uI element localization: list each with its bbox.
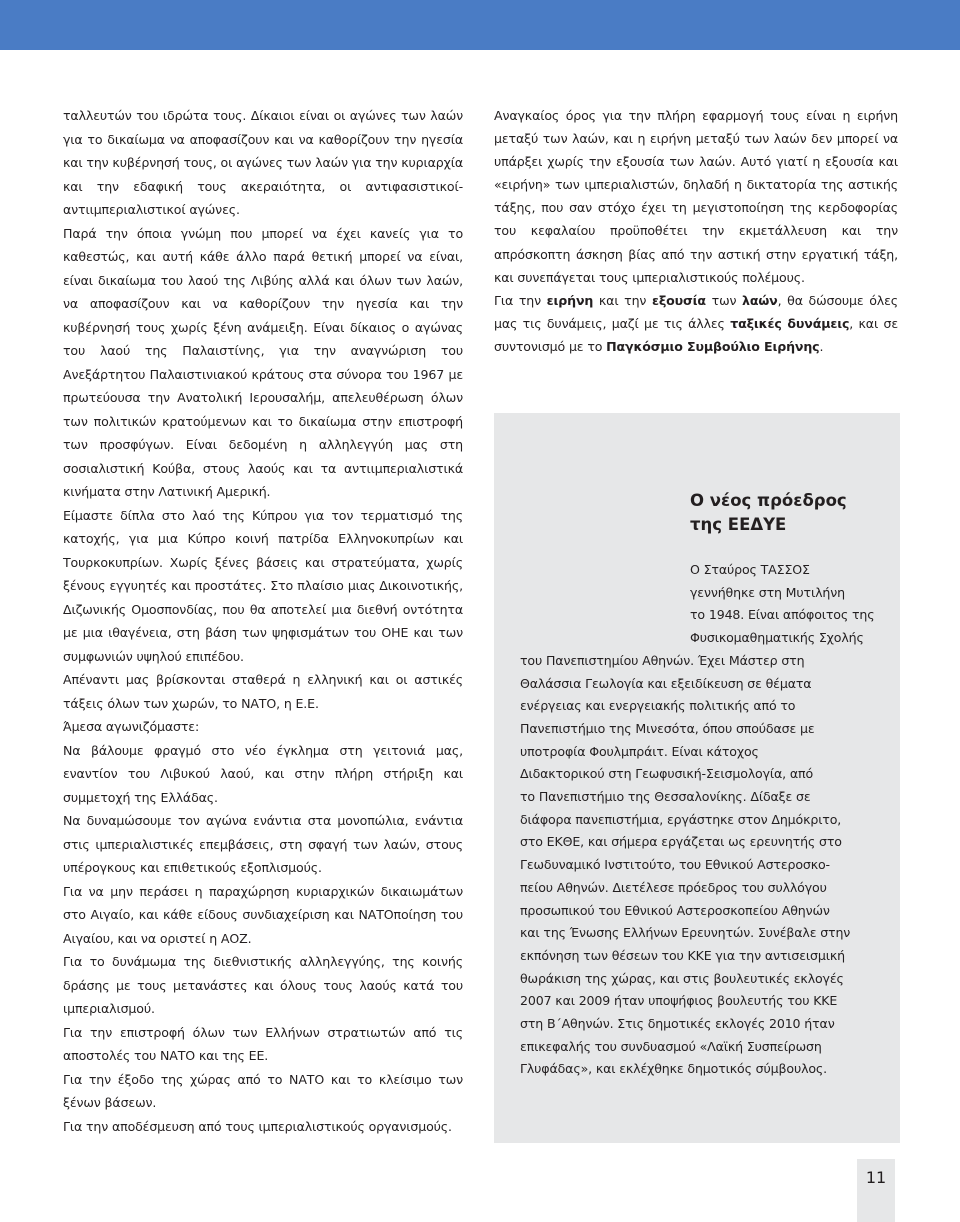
paragraph: Είμαστε δίπλα στο λαό της Κύπρου για τον τερματισμό της κατοχής, για μια Κύπρο κοινή πατρίδα Ελληνοκυπρίων και Τουρκοκυπρίων. Χωρίς ξένες βάσεις και στρατεύματα, χωρίς ξένους εγγυητές και προστάτες. Στο πλαίσιο μιας Δικοινοτικής, Διζωνικής Ομοσπονδίας, που θα αποτελεί μια διεθνή οντότητα με μια ιθαγένεια, στη βάση των ψηφισμάτων του ΟΗΕ και των συμφωνιών υψηλού επιπέδου. [63,507,463,664]
text-run: των [705,292,743,308]
paragraph: Να βάλουμε φραγμό στο νέο έγκλημα στη γειτονιά μας, εναντίον του Λιβυκού λαού, και στην πλήρη στήριξη και συμμετοχή της Ελλάδας. [63,742,463,805]
bold-run: εξουσία [652,292,706,308]
bio-line: Ο Σταύρος ΤΑΣΣΟΣ [690,562,810,577]
paragraph: Για την αποδέσμευση από τους ιμπεριαλιστικούς οργανισμούς. [63,1118,452,1134]
bold-run: λαών [742,292,778,308]
paragraph: Για να μην περάσει η παραχώρηση κυριαρχικών δικαιωμάτων στο Αιγαίο, και κάθε είδους συνδιαχείριση και ΝΑΤΟποίηση του Αιγαίου, και να οριστεί η ΑΟΖ. [63,883,463,946]
paragraph: Αναγκαίος όρος για την πλήρη εφαρμογή τους είναι η ειρήνη μεταξύ των λαών, και η ειρήνη μεταξύ των λαών δεν μπορεί να υπάρξει χωρίς την εξουσία των λαών. Αυτό γιατί η εξουσία και «ειρήνη» των ιμπεριαλιστών, δηλαδή η δικτατορία της αστικής τάξης, που σαν στόχο έχει τη μεγιστοποίηση της κερδοφορίας του κεφαλαίου προϋποθέτει την εκμετάλλευση και την απρόσκοπτη άσκηση βίας από την αστική στην εργατική τάξη, και συνεπάγεται τους ιμπεριαλιστικούς πολέμους. [494,108,898,285]
paragraph: Άμεσα αγωνιζόμαστε: [63,719,200,734]
text-run: , και σε συντονισμό με το [494,315,898,354]
top-color-bar [0,0,960,50]
box-body [520,559,880,1081]
bio-line: γεννήθηκε στη Μυτιλήνη [690,584,845,600]
paragraph: Για την έξοδο της χώρας από το ΝΑΤΟ και το κλείσιμο των ξένων βάσεων. [63,1071,463,1110]
bio-line: το 1948. Είναι απόφοιτος της [690,607,875,623]
text-run: και την [593,292,652,308]
page-number: 11 [857,1159,895,1222]
text-run: , θα δώσουμε όλες μας τις δυνάμεις, μαζί με τις άλλες [494,292,898,331]
bio-line: Γεωδυναμικό Ινστιτούτο, του Εθνικού Αστεροσκο- [520,857,830,873]
bio-line: εκπόνηση των θέσεων του ΚΚΕ για την αντισεισμική [520,947,845,963]
right-column [494,104,898,358]
paragraph: Για την επιστροφή όλων των Ελλήνων στρατιωτών από τις αποστολές του ΝΑΤΟ και της ΕΕ. [63,1024,463,1063]
president-bio-box [494,413,900,1143]
box-title-line: της ΕΕΔΥΕ [690,515,787,534]
paragraph: Απέναντι μας βρίσκονται σταθερά η ελληνική και οι αστικές τάξεις όλων των χωρών, το ΝΑΤΟ, η Ε.Ε. [63,672,463,711]
closing-paragraph [494,289,898,358]
bio-line: 2007 και 2009 ήταν υποψήφιος βουλευτής του ΚΚΕ [520,993,838,1009]
box-title-line: Ο νέος πρόεδρος [690,491,847,510]
bio-line: και της Ένωσης Ελλήνων Ερευνητών. Συνέβαλε στην [520,925,851,941]
bio-line: προσωπικού του Εθνικού Αστεροσκοπείου Αθηνών [520,902,830,918]
bio-line: διάφορα πανεπιστήμια, εργάστηκε στον Δημόκριτο, [520,811,842,827]
text-run: . [819,338,824,354]
bold-run: ταξικές δυνάμεις [730,315,850,331]
bio-line: επικεφαλής του συνδυασμού «Λαϊκή Συσπείρωση [520,1038,822,1054]
bold-run: ειρήνη [546,292,594,308]
bio-line: στη Β΄Αθηνών. Στις δημοτικές εκλογές 2010 ήταν [520,1016,835,1032]
box-title [690,489,890,537]
bio-line: Διδακτορικού στη Γεωφυσική-Σεισμολογία, από [520,766,814,782]
bio-line: υποτροφία Φουλμπράιτ. Είναι κάτοχος [520,743,759,759]
bio-line: θωράκιση της χώρας, και στις βουλευτικές εκλογές [520,970,844,986]
bio-line: ενέργειας και ενεργειακής πολιτικής από το [520,698,796,714]
paragraph: Να δυναμώσουμε τον αγώνα ενάντια στα μονοπώλια, ενάντια στις ιμπεριαλιστικές επεμβάσεις, στη σφαγή των λαών, στους υπέρογκους και επιθετικούς εξοπλισμούς. [63,813,463,875]
bio-line: Φυσικομαθηματικής Σχολής [690,630,864,646]
paragraph: ταλλευτών του ιδρώτα τους. Δίκαιοι είναι οι αγώνες των λαών για το δικαίωμα να αποφασίζουν και να καθορίζουν την ηγεσία και την κυβέρνησή τους, οι αγώνες των λαών για την κυριαρχία και την εδαφική τους ακεραιότητα, οι αντιφασιστικοί-αντιιμπεριαλιστικοί αγώνες. [63,108,463,217]
bold-run: Παγκόσμιο Συμβούλιο Ειρήνης [606,338,820,354]
bio-line: Θαλάσσια Γεωλογία και εξειδίκευση σε θέματα [520,675,812,691]
bio-line: στο ΕΚΘΕ, και σήμερα εργάζεται ως ερευνητής στο [520,834,842,850]
bio-line: το Πανεπιστήμιο της Θεσσαλονίκης. Δίδαξε σε [520,789,811,805]
bio-line: πείου Αθηνών. Διετέλεσε πρόεδρος του συλλόγου [520,879,827,895]
left-column [63,104,463,1138]
paragraph: Για το δυνάμωμα της διεθνιστικής αλληλεγγύης, της κοινής δράσης με τους μετανάστες και όλους τους λαούς κατά του ιμπεριαλισμού. [63,954,463,1016]
bio-line: Γλυφάδας», και εκλέχθηκε δημοτικός σύμβουλος. [520,1061,828,1077]
text-run: Για την [494,292,547,308]
bio-line: του Πανεπιστημίου Αθηνών. Έχει Μάστερ στη [520,652,805,668]
paragraph: Παρά την όποια γνώμη που μπορεί να έχει κανείς για το καθεστώς, και αυτή κάθε άλλο παρά θετική μπορεί να είναι, είναι δικαίωμα του λαού της Λιβύης αλλά και όλων των λαών, να αποφασίζουν και να καθορίζουν την ηγεσία και την κυβέρνησή τους χωρίς ξένη ανάμειξη. Είναι δίκαιος ο αγώνας του λαού της Παλαιστίνης, για την αναγνώριση του Ανεξάρτητου Παλαιστινιακού κράτους στα σύνορα του 1967 με πρωτεύουσα την Ανατολική Ιερουσαλήμ, απελευθέρωση όλων των πολιτικών κρατούμενων και το δικαίωμα στην επιστροφή των προσφύγων. Είναι δεδομένη η αλληλεγγύη μας στη σοσιαλιστική Κούβα, στους λαούς και τα αντιιμπεριαλιστικά κινήματα στην Λατινική Αμερική. [63,225,463,499]
bio-line: Πανεπιστήμιο της Μινεσότα, όπου σπούδασε με [520,720,815,736]
